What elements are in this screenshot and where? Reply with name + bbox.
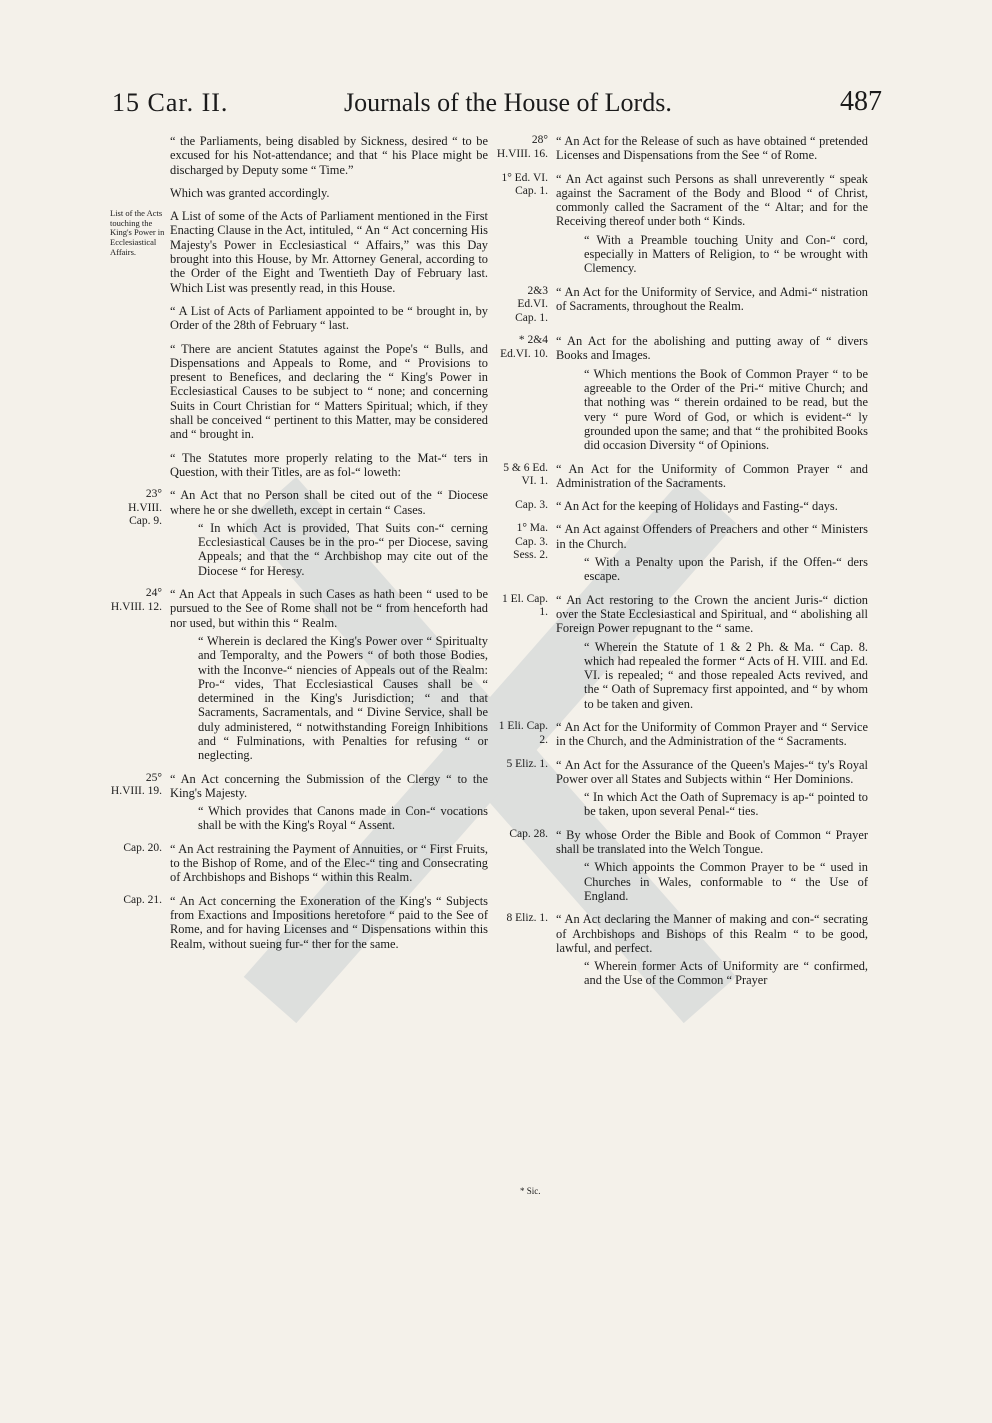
entry: [496, 720, 868, 749]
margin-note: 5 Eliz. 1.: [506, 757, 548, 770]
entry: [496, 828, 868, 903]
entry: [496, 285, 868, 326]
margin-note: 25° H.VIII. 19.: [110, 771, 162, 798]
margin-note: [110, 342, 170, 442]
entry-body: [556, 758, 868, 819]
entry-subtext: “ Which appoints the Common Prayer to be “ used in Churches in Wales, conformable to “ the Use of England.: [584, 860, 868, 903]
entry-body: [170, 772, 488, 833]
entry-body: [556, 334, 868, 452]
margin-note: 8 Eliz. 1.: [506, 912, 548, 925]
entry-subtext: “ Which mentions the Book of Common Prayer “ to be agreeable to the Order of the Pri-“ mitive Church; and that nothing was “ therein ordained to be read, but the very “ pure Word of God, or which is evident-“ ly grounded upon the same; and that “ the prohibited Books did occasion Diversity “ of Opinions.: [584, 366, 868, 453]
entry-text: “ An Act for the Uniformity of Common Prayer “ and Administration of the Sacraments.: [556, 461, 868, 490]
entry-text: “ An Act against Offenders of Preachers and other “ Ministers in the Church.: [556, 522, 868, 551]
entry-body: [170, 342, 488, 442]
entry-text: “ An Act concerning the Exoneration of the King's “ Subjects from Exactions and Impositions heretofore “ paid to the See of Rome, and for having Licenses and “ Dispensations within this Realm, without sueing fur-“ ther for the same.: [170, 893, 488, 951]
entry-text: “ An Act against such Persons as shall unreverently “ speak against the Sacrament of the Body and Blood “ of Christ, commonly called the Sacrament of the “ Altar; and for the Receiving thereof under both “ Kinds.: [556, 171, 868, 229]
entry: [496, 499, 868, 513]
margin-note: 28° H.VIII. 16.: [496, 134, 548, 160]
entry-body: [556, 720, 868, 749]
entry-body: [556, 499, 868, 513]
margin-note: [110, 304, 170, 333]
entry: [110, 342, 488, 442]
margin-note: 1° Ed. VI. Cap. 1.: [501, 171, 548, 198]
entry: [496, 134, 868, 163]
entry-text: “ An Act for the keeping of Holidays and Fasting-“ days.: [556, 499, 838, 514]
margin-note: * 2&4 Ed.VI. 10.: [500, 334, 548, 360]
entry-subtext: “ Wherein the Statute of 1 & 2 Ph. & Ma. “ Cap. 8. which had repealed the former “ Acts of H. VIII. and Ed. VI. is repealed; “ and those repealed Acts revived, and the “ Oath of Supremacy first appointed, and “ by whom to be taken and given.: [584, 639, 868, 711]
entry: [496, 334, 868, 452]
entry-body: [556, 462, 868, 491]
entry-text: “ An Act for the Assurance of the Queen's Majes-“ ty's Royal Power over all States and Subjects within “ Her Dominions.: [556, 757, 868, 786]
entry-body: [170, 587, 488, 763]
entry: [110, 209, 488, 295]
entry-text: “ An Act concerning the Submission of the Clergy “ to the King's Majesty.: [170, 771, 488, 800]
footnote: * Sic.: [520, 1186, 541, 1196]
regnal-year: 15 Car. II.: [112, 88, 229, 117]
margin-note: 1 Eli. Cap. 2.: [498, 720, 548, 746]
entry: [110, 842, 488, 885]
entry-text: “ An Act for the Uniformity of Service, and Admi-“ nistration of Sacraments, throughout the Realm.: [556, 284, 868, 313]
entry-text: “ There are ancient Statutes against the Pope's “ Bulls, and Dispensations and Appeals to Rome, and “ Provisions to present to Benefices, and declaring the “ King's Power in Ecclesiastical Causes to be subject to “ none; and concerning Suits in Court Christian for “ Matters Spiritual; which, if they shall be conceived “ pertinent to this Matter, may be considered and “ brought in.: [170, 341, 488, 442]
entry: [110, 186, 488, 200]
entry-body: [556, 828, 868, 903]
left-column: [110, 134, 488, 960]
entry-body: [170, 304, 488, 333]
margin-note: [110, 451, 170, 480]
margin-note: Cap. 20.: [123, 841, 162, 854]
margin-note: 1° Ma. Cap. 3. Sess. 2.: [513, 522, 548, 562]
entry: [496, 462, 868, 491]
entry-body: [556, 285, 868, 326]
page-header: [112, 88, 882, 128]
entry-body: [556, 912, 868, 987]
entry-text: “ An Act for the abolishing and putting away of “ divers Books and Images.: [556, 334, 868, 363]
entry-text: “ A List of Acts of Parliament appointed to be “ brought in, by Order of the 28th of February “ last.: [170, 303, 488, 333]
entry: [496, 912, 868, 987]
entry: [110, 304, 488, 333]
entry: [110, 134, 488, 177]
entry-text: Which was granted accordingly.: [170, 185, 330, 200]
journal-title: Journals of the House of Lords.: [344, 88, 672, 117]
entry: [496, 172, 868, 276]
margin-note: 1 El. Cap. 1.: [502, 592, 548, 619]
entry: [496, 758, 868, 819]
entry-text: “ An Act restoring to the Crown the ancient Juris-“ diction over the State Ecclesiastical and Spiritual, and “ abolishing all Foreign Power repugnant to the “ same.: [556, 592, 868, 636]
margin-note: 24° H.VIII. 12.: [110, 587, 162, 613]
margin-note: Cap. 21.: [123, 893, 162, 906]
entry-subtext: “ In which Act is provided, That Suits con-“ cerning Ecclesiastical Causes be in the pro-“ per Diocese, saving Appeals; and that the “ Archbishop may cite out of the Diocese “ for Heresy.: [198, 520, 488, 578]
entry-subtext: “ Wherein former Acts of Uniformity are “ confirmed, and the Use of the Common “ Prayer: [584, 959, 868, 988]
entry-subtext: “ In which Act the Oath of Supremacy is ap-“ pointed to be taken, upon several Penal-“ ties.: [584, 790, 868, 819]
entry-subtext: “ Wherein is declared the King's Power over “ Spiritualty and Temporalty, and the Powers “ of both those Bodies, with the Inconve-“ niencies of Appeals out of the Realm: Pro-“ vides, That Ecclesiastical Causes shall be “ determined in the King's Jurisdiction; “ and that Sacraments, Sacramentals, and “ Divine Service, shall be duly administered, “ notwithstanding Foreign Inhibitions and “ Fulminations, with Penalties for refusing “ or neglecting.: [198, 633, 488, 763]
entry-body: [170, 488, 488, 578]
entry-body: [556, 593, 868, 711]
entry-body: [170, 451, 488, 480]
entry-body: [170, 842, 488, 885]
entry-subtext: “ Which provides that Canons made in Con-“ vocations shall be with the King's Royal “ Assent.: [198, 804, 488, 833]
entry-text: A List of some of the Acts of Parliament mentioned in the First Enacting Clause in the Act, intituled, “ An “ Act concerning His Majesty's Power in Ecclesiastical “ Affairs,” was this Day brought into this House, by Mr. Attorney General, according to the Order of the Eight and Twentieth Day of February last. Which List was presently read, in this House.: [170, 209, 488, 295]
entry: [496, 593, 868, 711]
entry-text: “ The Statutes more properly relating to the Mat-“ ters in Question, with their Titles, are as fol-“ loweth:: [170, 450, 488, 479]
entry: [110, 772, 488, 833]
entry-subtext: “ With a Preamble touching Unity and Con-“ cord, especially in Matters of Religion, to “ be wrought with Clemency.: [584, 232, 868, 276]
entry-text: “ An Act for the Release of such as have obtained “ pretended Licenses and Dispensations from the See “ of Rome.: [556, 134, 868, 163]
margin-note: 23° H.VIII. Cap. 9.: [128, 488, 162, 528]
margin-note: List of the Acts touching the King's Power in Ecclesiastical Affairs.: [110, 208, 165, 257]
margin-note: 2&3 Ed.VI. Cap. 1.: [515, 284, 548, 324]
margin-note: Cap. 3.: [515, 499, 548, 512]
entry: [110, 488, 488, 578]
margin-note: [110, 186, 170, 200]
page-number: 487: [840, 86, 882, 117]
entry-text: “ the Parliaments, being disabled by Sickness, desired “ to be excused for his Not-attendance; and that “ his Place might be discharged by Deputy some “ Time.”: [170, 134, 488, 177]
entry-subtext: “ With a Penalty upon the Parish, if the Offen-“ ders escape.: [584, 555, 868, 584]
entry-body: [556, 172, 868, 276]
entry: [110, 587, 488, 763]
entry-body: [556, 134, 868, 163]
entry-body: [556, 522, 868, 583]
margin-note: [110, 134, 170, 177]
margin-note: 5 & 6 Ed. VI. 1.: [503, 461, 548, 488]
entry-body: [170, 186, 488, 200]
entry-text: “ An Act that no Person shall be cited out of the “ Diocese where he or she dwelleth, except in certain “ Cases.: [170, 488, 488, 517]
entry-body: [170, 134, 488, 177]
entry-text: “ An Act for the Uniformity of Common Prayer and “ Service in the Church, and the Administration of the “ Sacraments.: [556, 720, 868, 749]
entry-body: [170, 894, 488, 951]
right-column: [496, 134, 868, 997]
entry-body: [170, 209, 488, 295]
entry-text: “ An Act restraining the Payment of Annuities, or “ First Fruits, to the Bishop of Rome, and of the Elec-“ ting and Consecrating of Archbishops and Bishops “ within this Realm.: [170, 841, 488, 885]
entry: [110, 894, 488, 951]
entry-text: “ By whose Order the Bible and Book of Common “ Prayer shall be translated into the Welch Tongue.: [556, 827, 868, 857]
entry: [496, 522, 868, 583]
entry: [110, 451, 488, 480]
entry-text: “ An Act that Appeals in such Cases as hath been “ used to be pursued to the See of Rome shall not be “ from henceforth had nor used, but within this “ Realm.: [170, 587, 488, 630]
margin-note: Cap. 28.: [509, 827, 548, 840]
entry-text: “ An Act declaring the Manner of making and con-“ secrating of Archbishops and Bishops of this Realm “ to be good, lawful, and perfect.: [556, 912, 868, 955]
